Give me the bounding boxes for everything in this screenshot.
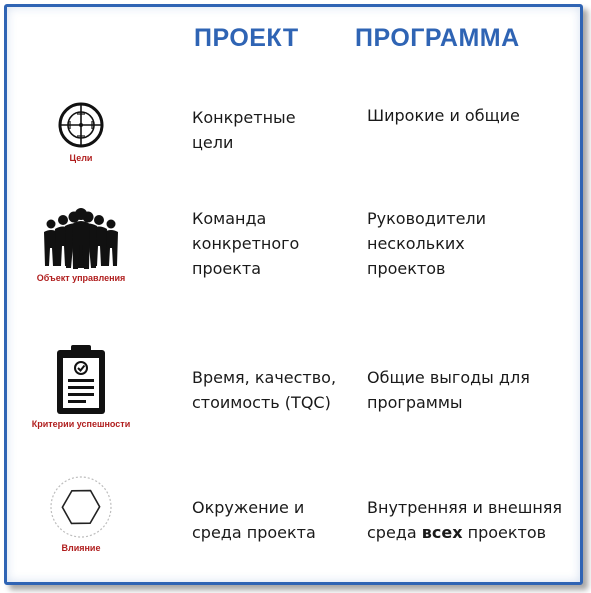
row-label-management-object: Объект управления	[36, 273, 126, 283]
target-crosshair-icon	[56, 100, 106, 150]
hexagon-circle-icon	[45, 474, 117, 540]
icon-col-management	[22, 208, 140, 283]
emphasis-all: всех	[421, 523, 463, 542]
icon-col-goals	[22, 100, 140, 163]
header-project: ПРОЕКТ	[194, 24, 299, 52]
project-cell-goals	[192, 105, 352, 155]
cell-line: Широкие и общие	[367, 106, 520, 125]
cell-line: Время, качество,	[192, 368, 337, 387]
cell-line: Руководители	[367, 209, 487, 228]
cell-line: Команда	[192, 209, 267, 228]
cell-line: Конкретные	[192, 108, 296, 127]
cell-line: Общие выгоды для	[367, 368, 530, 387]
program-cell-goals	[367, 103, 572, 128]
cell-text: проектов	[462, 523, 547, 542]
cell-line: программы	[367, 393, 463, 412]
clipboard-checklist-icon	[53, 342, 109, 416]
program-cell-influence	[367, 495, 572, 545]
cell-line: цели	[192, 133, 234, 152]
icon-col-influence	[22, 474, 140, 553]
icon-col-criteria	[22, 342, 140, 429]
cell-line: проекта	[192, 259, 262, 278]
project-cell-management	[192, 206, 352, 281]
cell-line: проектов	[367, 259, 446, 278]
program-cell-management	[367, 206, 572, 281]
cell-line: Внутренняя и внешняя	[367, 498, 563, 517]
program-cell-criteria	[367, 365, 572, 415]
cell-line: среда проекта	[192, 523, 316, 542]
row-label-influence: Влияние	[61, 543, 101, 553]
team-people-icon	[39, 208, 123, 270]
header-program: ПРОГРАММА	[355, 24, 520, 52]
cell-line: нескольких	[367, 234, 465, 253]
cell-line: конкретного	[192, 234, 300, 253]
project-cell-influence	[192, 495, 352, 545]
row-label-success-criteria: Критерии успешности	[31, 419, 131, 429]
cell-text: среда	[367, 523, 422, 542]
row-label-goals: Цели	[69, 153, 93, 163]
cell-line: стоимость (TQC)	[192, 393, 331, 412]
project-cell-criteria	[192, 365, 352, 415]
cell-line: Окружение и	[192, 498, 305, 517]
cell-line	[367, 520, 572, 545]
